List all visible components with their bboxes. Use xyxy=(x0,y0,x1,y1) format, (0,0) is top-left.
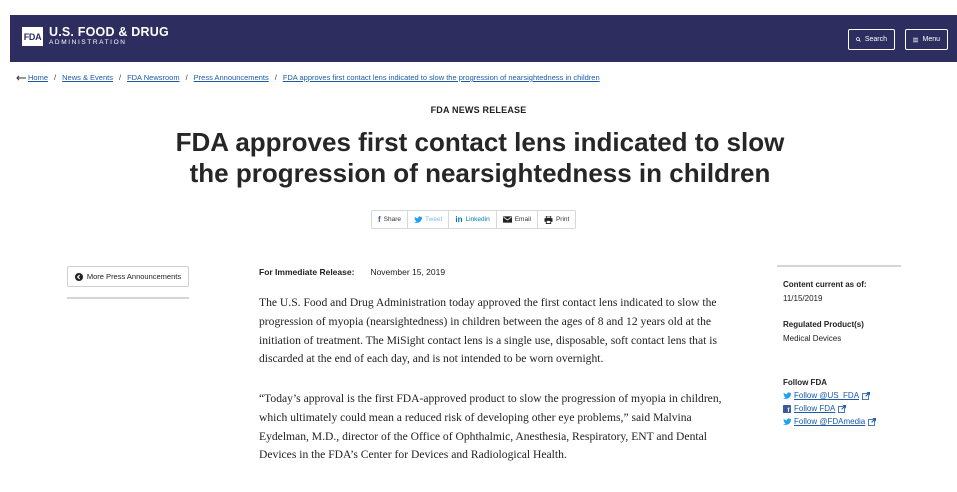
back-arrow-icon xyxy=(16,75,26,81)
more-press-announcements-label: More Press Announcements xyxy=(86,272,182,281)
breadcrumb-press-announcements[interactable]: Press Announcements xyxy=(193,73,269,82)
linkedin-label: Linkedin xyxy=(465,216,490,223)
logo-line2: ADMINISTRATION xyxy=(49,39,127,46)
follow-us-fda-link[interactable] xyxy=(783,391,870,400)
content-current-date: 11/15/2019 xyxy=(783,294,823,303)
follow-fdamedia-link[interactable] xyxy=(783,417,876,426)
print-label: Print xyxy=(555,216,570,223)
facebook-square-icon xyxy=(783,405,791,413)
share-twitter-button[interactable] xyxy=(408,211,449,228)
body-paragraph-1: The U.S. Food and Drug Administration today approved the first contact lens indicated to slow the progression of myopia (nearsightedness) in children between the ages of 8 and 12 years old at the initiation of treatment. The MiSight contact lens is a single use, disposable, soft contact lens that is discarded at the end of each day, and is not intended to be worn overnight. xyxy=(259,296,717,366)
regulated-products-label: Regulated Product(s) xyxy=(783,320,864,329)
release-date-row xyxy=(259,267,445,277)
release-type-label: FDA NEWS RELEASE xyxy=(430,105,527,115)
breadcrumb-current-page[interactable]: FDA approves first contact lens indicated to slow the progression of nearsightedness in children xyxy=(282,73,600,82)
breadcrumb xyxy=(16,73,600,82)
search-icon xyxy=(856,36,861,43)
breadcrumb-home[interactable]: Home xyxy=(28,73,49,82)
logo-wordmark xyxy=(49,26,169,47)
follow-fda-facebook-label: Follow FDA xyxy=(794,404,836,413)
facebook-icon: f xyxy=(378,215,381,224)
breadcrumb-separator: / xyxy=(54,73,57,82)
linkedin-icon: in xyxy=(455,215,463,224)
regulated-products-value: Medical Devices xyxy=(783,334,842,343)
left-sidebar-divider xyxy=(67,297,189,299)
share-email-button[interactable] xyxy=(497,211,538,228)
print-button[interactable] xyxy=(538,211,575,228)
follow-fda-facebook-link[interactable] xyxy=(783,404,846,413)
page-title: FDA approves first contact lens indicated to slow the progression of nearsightedness in children xyxy=(175,127,785,188)
logo-line1: U.S. FOOD & DRUG xyxy=(49,25,169,39)
tweet-label: Tweet xyxy=(425,216,443,223)
fda-logo[interactable] xyxy=(22,26,169,47)
more-press-announcements-button[interactable] xyxy=(67,266,189,287)
follow-us-fda-label: Follow @US_FDA xyxy=(794,391,860,400)
menu-button[interactable] xyxy=(905,29,948,50)
external-link-icon xyxy=(862,392,870,400)
follow-fda-label: Follow FDA xyxy=(783,378,827,387)
twitter-icon xyxy=(783,392,791,399)
breadcrumb-news-events[interactable]: News & Events xyxy=(62,73,113,82)
release-date: November 15, 2019 xyxy=(370,267,446,277)
hamburger-icon xyxy=(913,37,918,43)
breadcrumb-separator: / xyxy=(274,73,277,82)
svg-text:f: f xyxy=(787,406,790,413)
follow-fdamedia-label: Follow @FDAmedia xyxy=(794,417,866,426)
breadcrumb-separator: / xyxy=(118,73,122,82)
envelope-icon xyxy=(503,216,512,223)
search-button[interactable] xyxy=(848,29,895,50)
circle-arrow-left-icon xyxy=(75,273,83,281)
body-paragraph-2: “Today’s approval is the first FDA-approved product to slow the progression of myopia in children, which ultimately could mean a reduced risk of developing other eye problems,” said Malvina Eydelman, M.D., director of the Office of Ophthalmic, Anesthesia, Respiratory, ENT and Dental Devices in the FDA’s Center for Devices and Radiological Health. xyxy=(259,392,722,462)
release-date-label: For Immediate Release: xyxy=(259,267,355,277)
breadcrumb-fda-newsroom[interactable]: FDA Newsroom xyxy=(127,73,180,82)
menu-label: Menu xyxy=(922,36,940,43)
right-sidebar-divider xyxy=(777,265,901,267)
twitter-icon xyxy=(783,418,791,425)
share-linkedin-button[interactable] xyxy=(449,211,496,228)
breadcrumb-separator: / xyxy=(185,73,188,82)
email-label: Email xyxy=(514,216,531,223)
share-label: Share xyxy=(383,216,402,223)
share-facebook-button[interactable] xyxy=(372,211,408,228)
fda-logo-mark: FDA xyxy=(22,27,43,46)
printer-icon xyxy=(544,216,553,224)
content-current-label: Content current as of: xyxy=(783,280,867,289)
search-label: Search xyxy=(864,36,887,43)
share-toolbar xyxy=(371,210,576,229)
twitter-icon xyxy=(414,216,422,223)
external-link-icon xyxy=(838,405,846,413)
site-header xyxy=(10,15,957,62)
external-link-icon xyxy=(868,418,876,426)
